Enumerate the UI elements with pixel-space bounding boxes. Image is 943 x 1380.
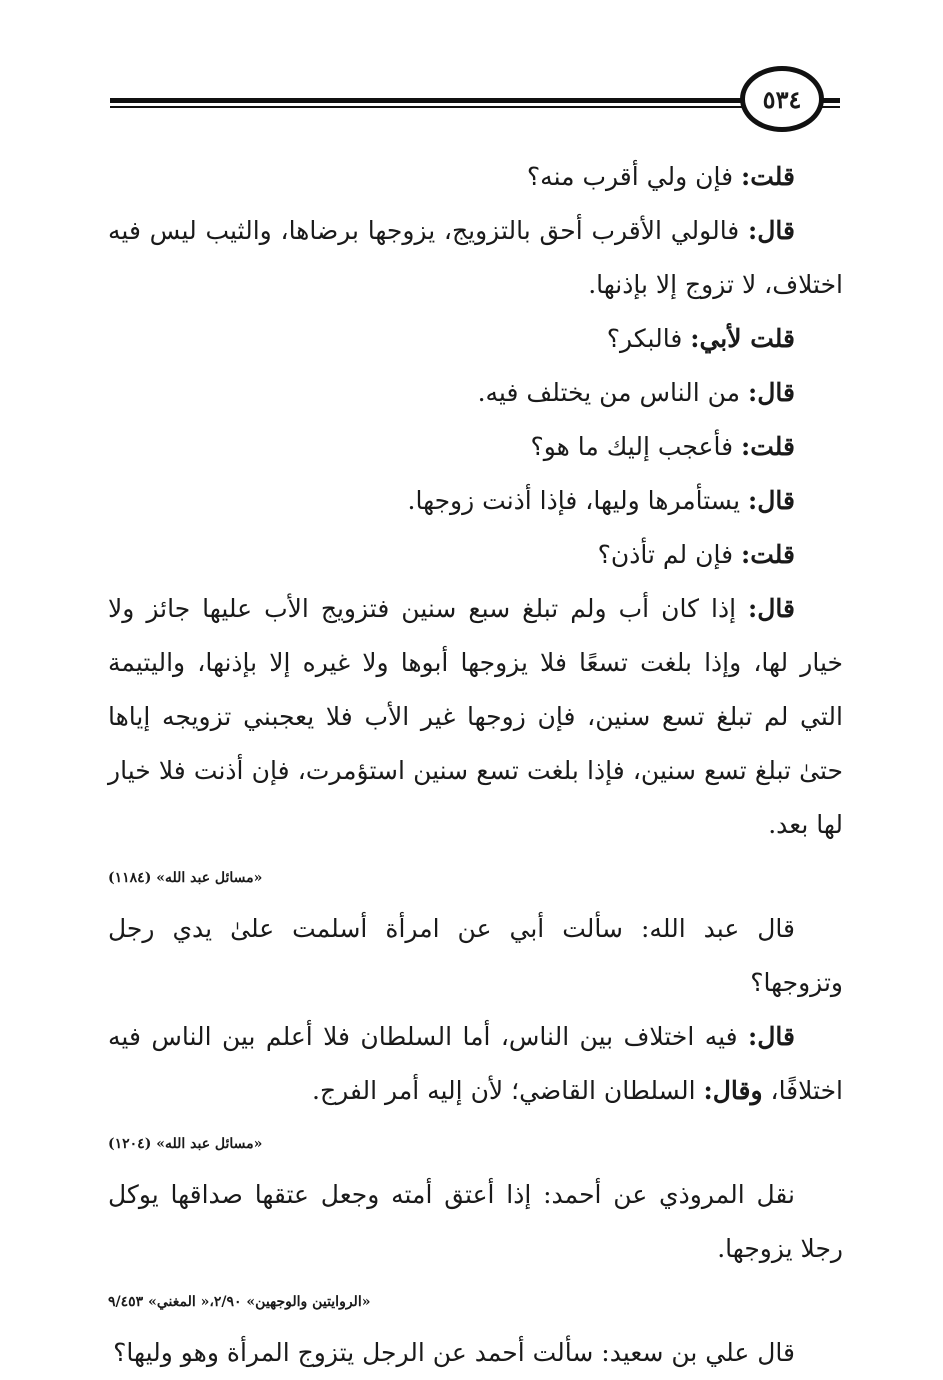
paragraph: [108, 420, 843, 474]
speaker-label: قلت:: [740, 432, 795, 461]
source-citation: «الروايتين والوجهين» ٢/٩٠،« المغني» ٩/٤٥٣: [108, 1294, 371, 1310]
speaker-label: قال:: [748, 1022, 795, 1051]
paragraph: [108, 902, 843, 1010]
paragraph: [108, 474, 843, 528]
page-body: [108, 150, 843, 1380]
speaker-label: قال:: [748, 486, 795, 515]
speaker-label: قلت:: [740, 540, 795, 569]
page-header: [110, 62, 840, 138]
paragraph-text: من الناس من يختلف فيه.: [477, 378, 749, 407]
paragraph-text: فإن ولي أقرب منه؟: [526, 162, 741, 191]
paragraph-text: فالولي الأقرب أحق بالتزويج، يزوجها برضاها، والثيب ليس فيه اختلاف، لا تزوج إلا بإذنها.: [108, 216, 843, 299]
paragraph-text: فالبكر؟: [606, 324, 691, 353]
paragraph-text: فأعجب إليك ما هو؟: [530, 432, 741, 461]
paragraph: [108, 312, 843, 366]
header-rule-right-thick: [822, 98, 840, 103]
speaker-label: قال:: [748, 378, 795, 407]
paragraph-text: السلطان القاضي؛ لأن إليه أمر الفرج.: [312, 1076, 704, 1105]
source-citation: «مسائل عبد الله» (١٢٠٤): [108, 1136, 263, 1152]
header-rule-right-thin: [822, 106, 840, 108]
paragraph: [108, 1010, 843, 1118]
paragraph: [108, 150, 843, 204]
paragraph-text: نقل المروذي عن أحمد: إذا أعتق أمته وجعل عتقها صداقها يوكل رجلا يزوجها.: [108, 1180, 843, 1263]
paragraph: [108, 1326, 843, 1380]
speaker-label: قال:: [748, 216, 795, 245]
paragraph: [108, 1168, 843, 1276]
source-citation: «مسائل عبد الله» (١١٨٤): [108, 870, 263, 886]
paragraph-text: فإن لم تأذن؟: [597, 540, 741, 569]
paragraph: [108, 204, 843, 312]
header-rule-thick: [110, 98, 750, 103]
paragraph-text: فيه اختلاف بين الناس، أما السلطان فلا أعلم بين الناس فيه اختلافًا،: [108, 1022, 843, 1105]
paragraph-text: قال علي بن سعيد: سألت أحمد عن الرجل يتزوج المرأة وهو وليها؟: [113, 1338, 795, 1367]
speaker-label: قال:: [748, 594, 795, 623]
paragraph-text: يستأمرها وليها، فإذا أذنت زوجها.: [407, 486, 749, 515]
page-number: ٥٣٤: [740, 66, 824, 132]
paragraph-text: قال عبد الله: سألت أبي عن امرأة أسلمت علىٰ يدي رجل وتزوجها؟: [108, 914, 843, 997]
paragraph: [108, 582, 843, 852]
header-rule-thin: [110, 106, 750, 108]
speaker-label: وقال:: [703, 1076, 763, 1105]
paragraph: [108, 528, 843, 582]
paragraph: [108, 366, 843, 420]
speaker-label: قلت:: [740, 162, 795, 191]
speaker-label: قلت لأبي:: [690, 324, 795, 353]
paragraph-text: إذا كان أب ولم تبلغ سبع سنين فتزويج الأب عليها جائز ولا خيار لها، وإذا بلغت تسعًا فلا يزوجها أبوها ولا غيره إلا بإذنها، واليتيمة التي لم تبلغ تسع سنين، فإن زوجها غير الأب فلا يعجبني تزويجه إياها حتىٰ تبلغ تسع سنين، فإذا بلغت تسع سنين استؤمرت، فإن أذنت فلا خيار لها بعد.: [108, 594, 843, 839]
